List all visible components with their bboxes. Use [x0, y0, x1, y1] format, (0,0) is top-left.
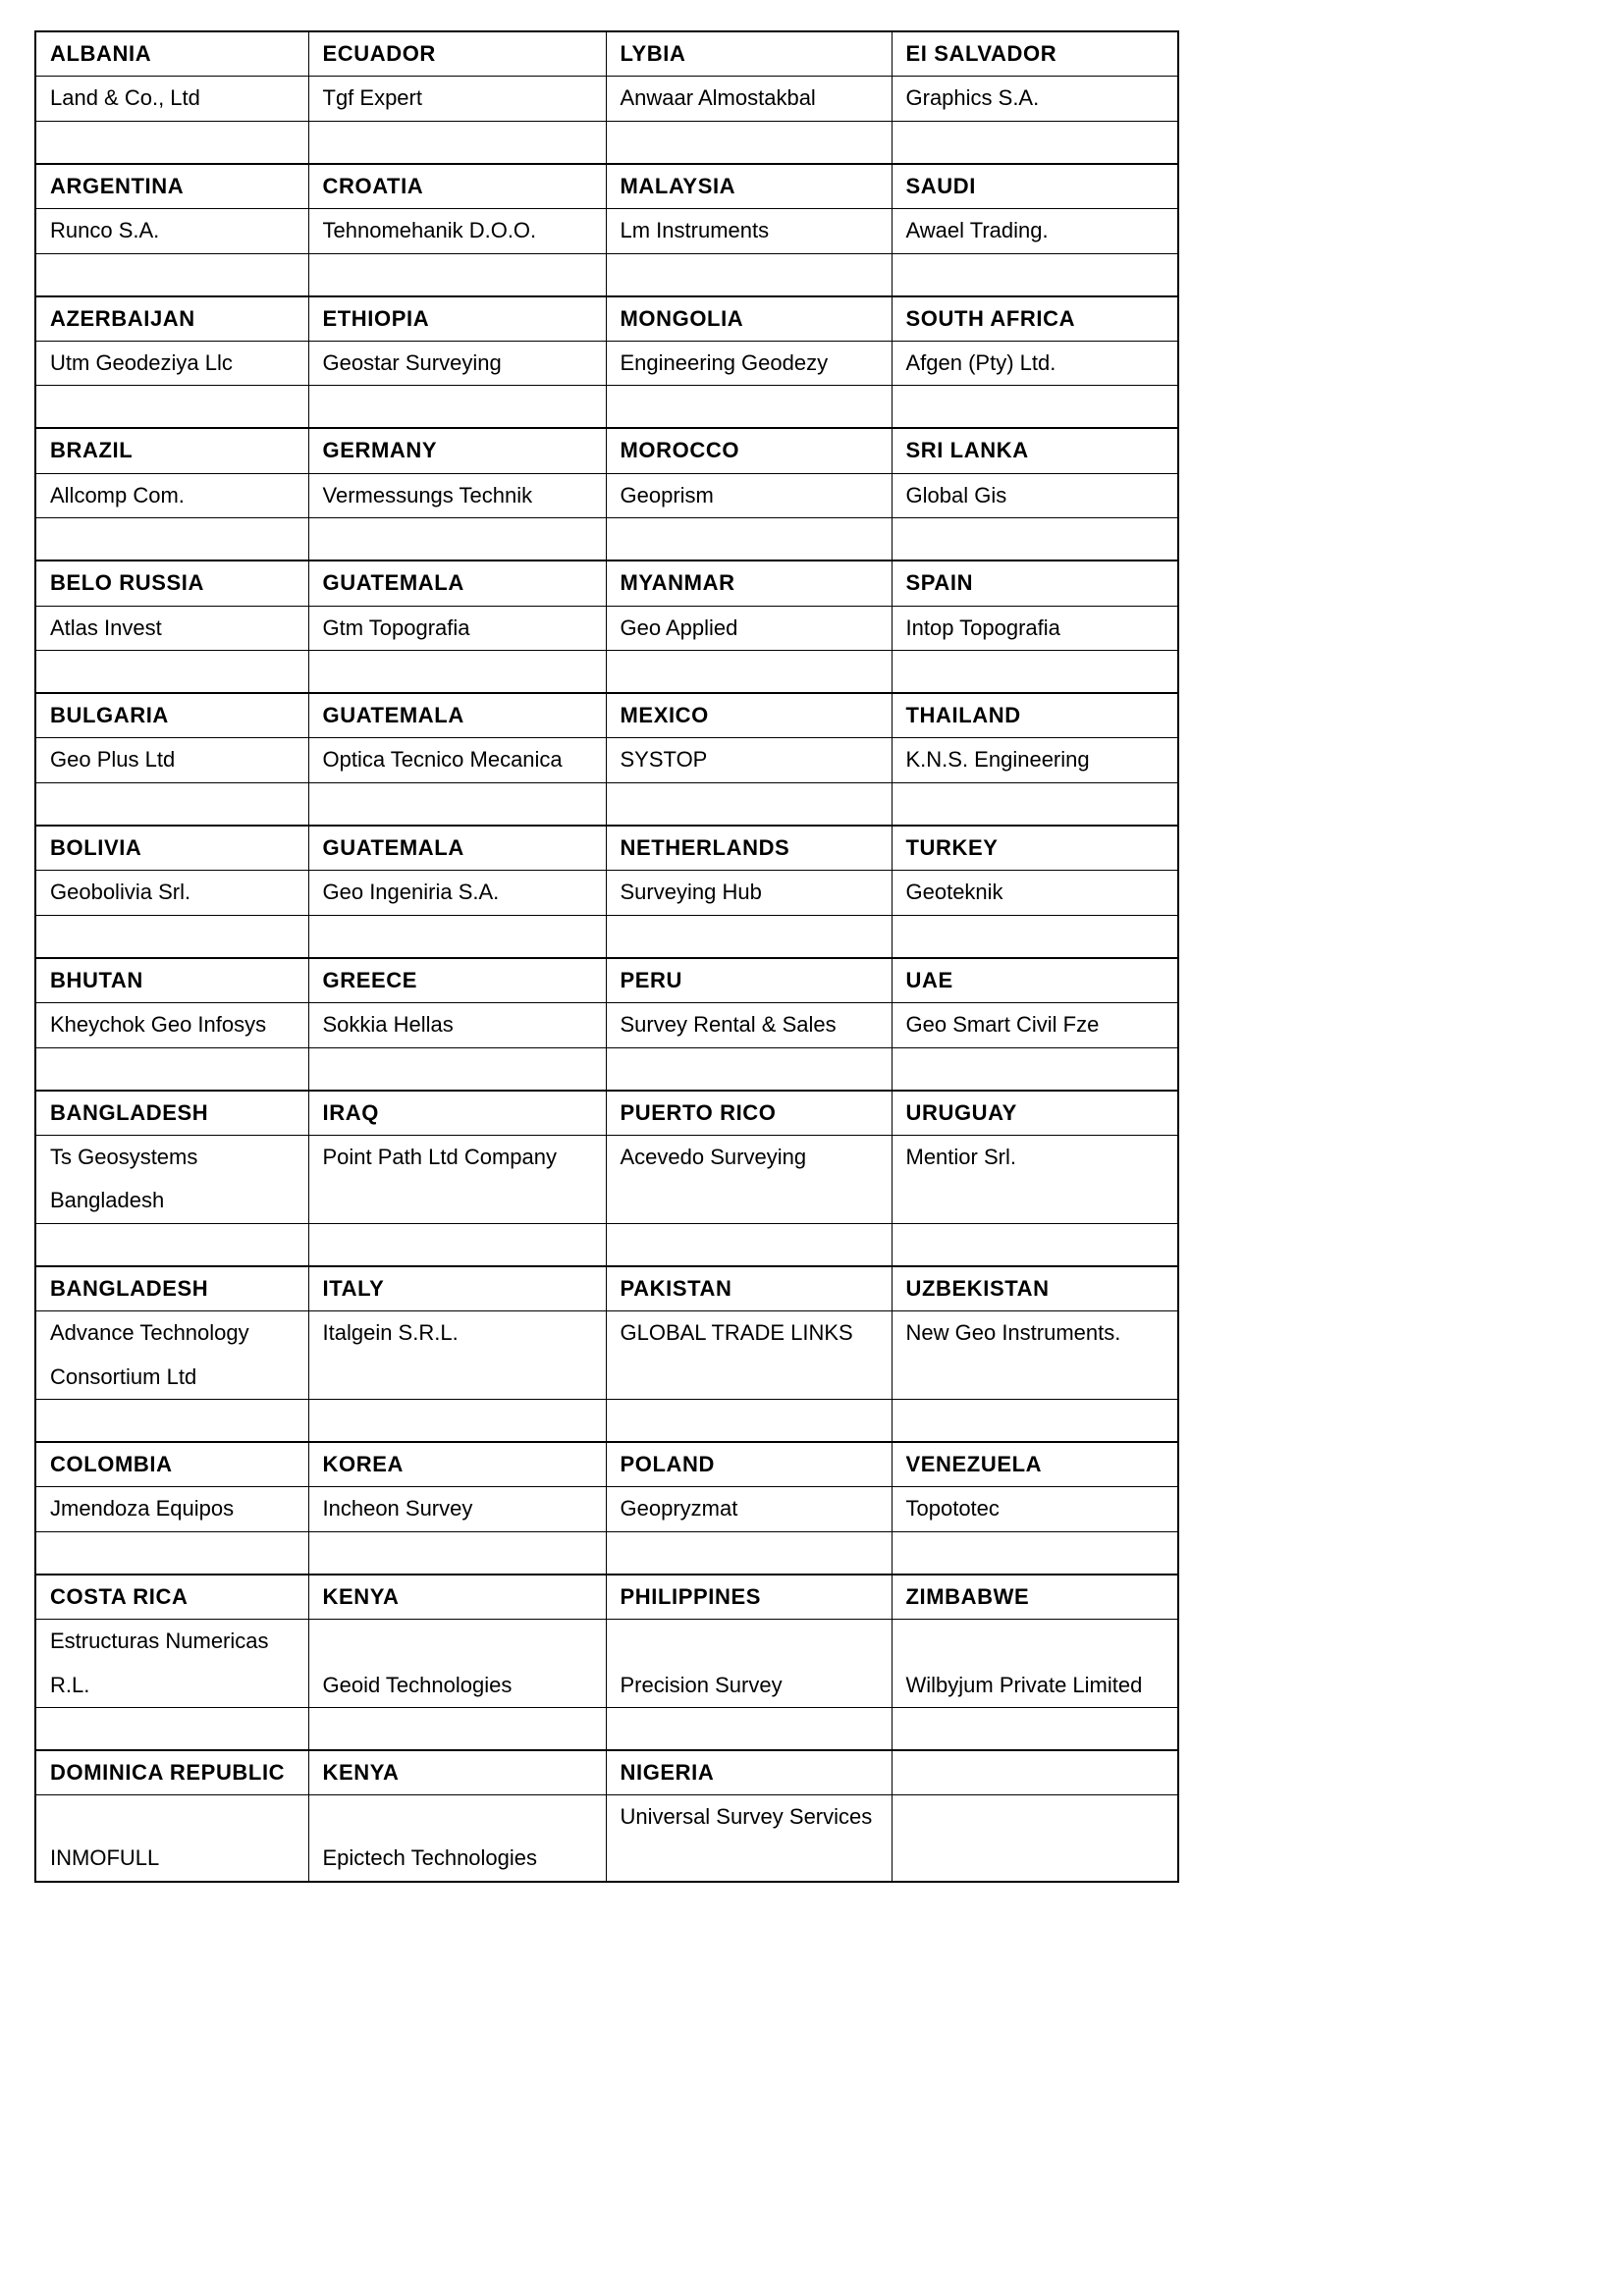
- empty-cell: [606, 1531, 892, 1575]
- empty-cell: [606, 518, 892, 561]
- country-row: [35, 826, 1178, 871]
- empty-cell: [308, 386, 606, 429]
- country-name: SOUTH AFRICA: [892, 296, 1178, 342]
- spacer-row: [35, 1047, 1178, 1091]
- empty-cell: [892, 782, 1178, 826]
- spacer-row: [35, 1707, 1178, 1750]
- company-name: Graphics S.A.: [892, 77, 1178, 121]
- country-name: GERMANY: [308, 428, 606, 473]
- company-name: Jmendoza Equipos: [35, 1487, 308, 1531]
- country-name: URUGUAY: [892, 1091, 1178, 1136]
- company-name: INMOFULL: [35, 1795, 308, 1882]
- empty-cell: [35, 915, 308, 958]
- empty-cell: [308, 915, 606, 958]
- spacer-row: [35, 651, 1178, 694]
- company-name: Geoprism: [606, 473, 892, 517]
- country-name: ALBANIA: [35, 31, 308, 77]
- company-name: [892, 1795, 1178, 1882]
- empty-cell: [606, 1047, 892, 1091]
- empty-cell: [35, 121, 308, 164]
- empty-cell: [892, 518, 1178, 561]
- empty-cell: [606, 1223, 892, 1266]
- empty-cell: [606, 1399, 892, 1442]
- company-name: Awael Trading.: [892, 209, 1178, 253]
- company-name: Runco S.A.: [35, 209, 308, 253]
- company-row: [35, 77, 1178, 121]
- country-name: UAE: [892, 958, 1178, 1003]
- country-name: NETHERLANDS: [606, 826, 892, 871]
- empty-cell: [308, 1047, 606, 1091]
- country-name: PUERTO RICO: [606, 1091, 892, 1136]
- country-name: COSTA RICA: [35, 1575, 308, 1620]
- country-name: ETHIOPIA: [308, 296, 606, 342]
- country-name: MEXICO: [606, 693, 892, 738]
- company-row: [35, 1795, 1178, 1882]
- company-name: Geoteknik: [892, 871, 1178, 915]
- country-name: BANGLADESH: [35, 1266, 308, 1311]
- empty-cell: [606, 386, 892, 429]
- empty-cell: [892, 1223, 1178, 1266]
- country-name: EI SALVADOR: [892, 31, 1178, 77]
- empty-cell: [35, 1531, 308, 1575]
- country-row: [35, 164, 1178, 209]
- spacer-row: [35, 121, 1178, 164]
- company-name: Lm Instruments: [606, 209, 892, 253]
- company-name: Wilbyjum Private Limited: [892, 1620, 1178, 1708]
- empty-cell: [892, 1531, 1178, 1575]
- company-name: Acevedo Surveying: [606, 1135, 892, 1223]
- country-name: NIGERIA: [606, 1750, 892, 1795]
- country-name: GREECE: [308, 958, 606, 1003]
- country-row: [35, 1750, 1178, 1795]
- empty-cell: [892, 121, 1178, 164]
- company-name: Advance Technology Consortium Ltd: [35, 1311, 308, 1400]
- country-name: COLOMBIA: [35, 1442, 308, 1487]
- empty-cell: [892, 651, 1178, 694]
- country-name: POLAND: [606, 1442, 892, 1487]
- company-name: Kheychok Geo Infosys: [35, 1003, 308, 1047]
- company-name: Surveying Hub: [606, 871, 892, 915]
- company-name: Geobolivia Srl.: [35, 871, 308, 915]
- country-name: KOREA: [308, 1442, 606, 1487]
- country-row: [35, 1575, 1178, 1620]
- country-name: BULGARIA: [35, 693, 308, 738]
- country-name: GUATEMALA: [308, 826, 606, 871]
- country-row: [35, 1091, 1178, 1136]
- empty-cell: [606, 915, 892, 958]
- company-name: Land & Co., Ltd: [35, 77, 308, 121]
- company-name: Global Gis: [892, 473, 1178, 517]
- empty-cell: [892, 1707, 1178, 1750]
- empty-cell: [606, 253, 892, 296]
- company-name: Italgein S.R.L.: [308, 1311, 606, 1400]
- country-name: BELO RUSSIA: [35, 561, 308, 606]
- country-name: MYANMAR: [606, 561, 892, 606]
- country-name: GUATEMALA: [308, 561, 606, 606]
- country-name: PAKISTAN: [606, 1266, 892, 1311]
- company-name: Tgf Expert: [308, 77, 606, 121]
- spacer-row: [35, 915, 1178, 958]
- country-name: KENYA: [308, 1575, 606, 1620]
- country-row: [35, 428, 1178, 473]
- empty-cell: [35, 1047, 308, 1091]
- company-row: [35, 473, 1178, 517]
- company-name: Point Path Ltd Company: [308, 1135, 606, 1223]
- country-name: GUATEMALA: [308, 693, 606, 738]
- country-name: [892, 1750, 1178, 1795]
- country-name: PHILIPPINES: [606, 1575, 892, 1620]
- country-name: MOROCCO: [606, 428, 892, 473]
- company-name: Geo Applied: [606, 606, 892, 650]
- country-name: SPAIN: [892, 561, 1178, 606]
- country-row: [35, 1442, 1178, 1487]
- dealer-directory-body: [35, 31, 1178, 1882]
- empty-cell: [35, 651, 308, 694]
- company-name: Utm Geodeziya Llc: [35, 342, 308, 386]
- empty-cell: [606, 782, 892, 826]
- empty-cell: [308, 253, 606, 296]
- empty-cell: [35, 253, 308, 296]
- country-name: MALAYSIA: [606, 164, 892, 209]
- empty-cell: [35, 782, 308, 826]
- company-name: Engineering Geodezy: [606, 342, 892, 386]
- country-name: AZERBAIJAN: [35, 296, 308, 342]
- company-row: [35, 209, 1178, 253]
- empty-cell: [308, 121, 606, 164]
- country-name: VENEZUELA: [892, 1442, 1178, 1487]
- company-name: Gtm Topografia: [308, 606, 606, 650]
- empty-cell: [892, 1399, 1178, 1442]
- empty-cell: [308, 651, 606, 694]
- company-name: Precision Survey: [606, 1620, 892, 1708]
- empty-cell: [308, 1531, 606, 1575]
- country-name: BHUTAN: [35, 958, 308, 1003]
- country-row: [35, 31, 1178, 77]
- country-name: BANGLADESH: [35, 1091, 308, 1136]
- country-row: [35, 958, 1178, 1003]
- country-name: KENYA: [308, 1750, 606, 1795]
- country-row: [35, 1266, 1178, 1311]
- empty-cell: [35, 1707, 308, 1750]
- country-name: TURKEY: [892, 826, 1178, 871]
- company-name: Survey Rental & Sales: [606, 1003, 892, 1047]
- country-name: ARGENTINA: [35, 164, 308, 209]
- country-name: ZIMBABWE: [892, 1575, 1178, 1620]
- country-name: BOLIVIA: [35, 826, 308, 871]
- company-name: Allcomp Com.: [35, 473, 308, 517]
- company-row: [35, 871, 1178, 915]
- company-row: [35, 1311, 1178, 1400]
- company-name: Geo Ingeniria S.A.: [308, 871, 606, 915]
- spacer-row: [35, 1531, 1178, 1575]
- empty-cell: [308, 1707, 606, 1750]
- empty-cell: [606, 1707, 892, 1750]
- country-row: [35, 561, 1178, 606]
- spacer-row: [35, 253, 1178, 296]
- country-name: CROATIA: [308, 164, 606, 209]
- country-name: IRAQ: [308, 1091, 606, 1136]
- company-row: [35, 1487, 1178, 1531]
- company-name: Sokkia Hellas: [308, 1003, 606, 1047]
- company-row: [35, 1135, 1178, 1223]
- company-name: New Geo Instruments.: [892, 1311, 1178, 1400]
- country-name: ITALY: [308, 1266, 606, 1311]
- dealer-directory-table: [34, 30, 1179, 1883]
- company-name: Geoid Technologies: [308, 1620, 606, 1708]
- country-name: BRAZIL: [35, 428, 308, 473]
- country-name: PERU: [606, 958, 892, 1003]
- country-name: MONGOLIA: [606, 296, 892, 342]
- company-row: [35, 606, 1178, 650]
- company-row: [35, 1003, 1178, 1047]
- company-name: Geopryzmat: [606, 1487, 892, 1531]
- company-name: Vermessungs Technik: [308, 473, 606, 517]
- company-name: Estructuras Numericas R.L.: [35, 1620, 308, 1708]
- company-name: Universal Survey Services: [606, 1795, 892, 1882]
- company-name: Tehnomehanik D.O.O.: [308, 209, 606, 253]
- company-name: Incheon Survey: [308, 1487, 606, 1531]
- empty-cell: [606, 651, 892, 694]
- company-name: Ts Geosystems Bangladesh: [35, 1135, 308, 1223]
- company-name: Atlas Invest: [35, 606, 308, 650]
- company-row: [35, 738, 1178, 782]
- empty-cell: [35, 518, 308, 561]
- empty-cell: [892, 253, 1178, 296]
- company-row: [35, 342, 1178, 386]
- company-name: Geo Plus Ltd: [35, 738, 308, 782]
- country-name: DOMINICA REPUBLIC: [35, 1750, 308, 1795]
- spacer-row: [35, 386, 1178, 429]
- empty-cell: [308, 518, 606, 561]
- empty-cell: [308, 1399, 606, 1442]
- company-name: K.N.S. Engineering: [892, 738, 1178, 782]
- company-name: Epictech Technologies: [308, 1795, 606, 1882]
- empty-cell: [892, 915, 1178, 958]
- country-name: SRI LANKA: [892, 428, 1178, 473]
- company-name: Optica Tecnico Mecanica: [308, 738, 606, 782]
- empty-cell: [308, 1223, 606, 1266]
- spacer-row: [35, 1399, 1178, 1442]
- company-name: Anwaar Almostakbal: [606, 77, 892, 121]
- spacer-row: [35, 1223, 1178, 1266]
- empty-cell: [892, 1047, 1178, 1091]
- company-name: Afgen (Pty) Ltd.: [892, 342, 1178, 386]
- company-name: Topototec: [892, 1487, 1178, 1531]
- company-name: Intop Topografia: [892, 606, 1178, 650]
- spacer-row: [35, 518, 1178, 561]
- country-row: [35, 296, 1178, 342]
- empty-cell: [35, 1399, 308, 1442]
- country-name: LYBIA: [606, 31, 892, 77]
- company-name: SYSTOP: [606, 738, 892, 782]
- empty-cell: [892, 386, 1178, 429]
- company-name: Mentior Srl.: [892, 1135, 1178, 1223]
- company-name: Geostar Surveying: [308, 342, 606, 386]
- empty-cell: [35, 386, 308, 429]
- company-row: [35, 1620, 1178, 1708]
- empty-cell: [606, 121, 892, 164]
- empty-cell: [35, 1223, 308, 1266]
- country-name: ECUADOR: [308, 31, 606, 77]
- company-name: Geo Smart Civil Fze: [892, 1003, 1178, 1047]
- company-name: GLOBAL TRADE LINKS: [606, 1311, 892, 1400]
- country-name: SAUDI: [892, 164, 1178, 209]
- empty-cell: [308, 782, 606, 826]
- country-row: [35, 693, 1178, 738]
- country-name: THAILAND: [892, 693, 1178, 738]
- country-name: UZBEKISTAN: [892, 1266, 1178, 1311]
- spacer-row: [35, 782, 1178, 826]
